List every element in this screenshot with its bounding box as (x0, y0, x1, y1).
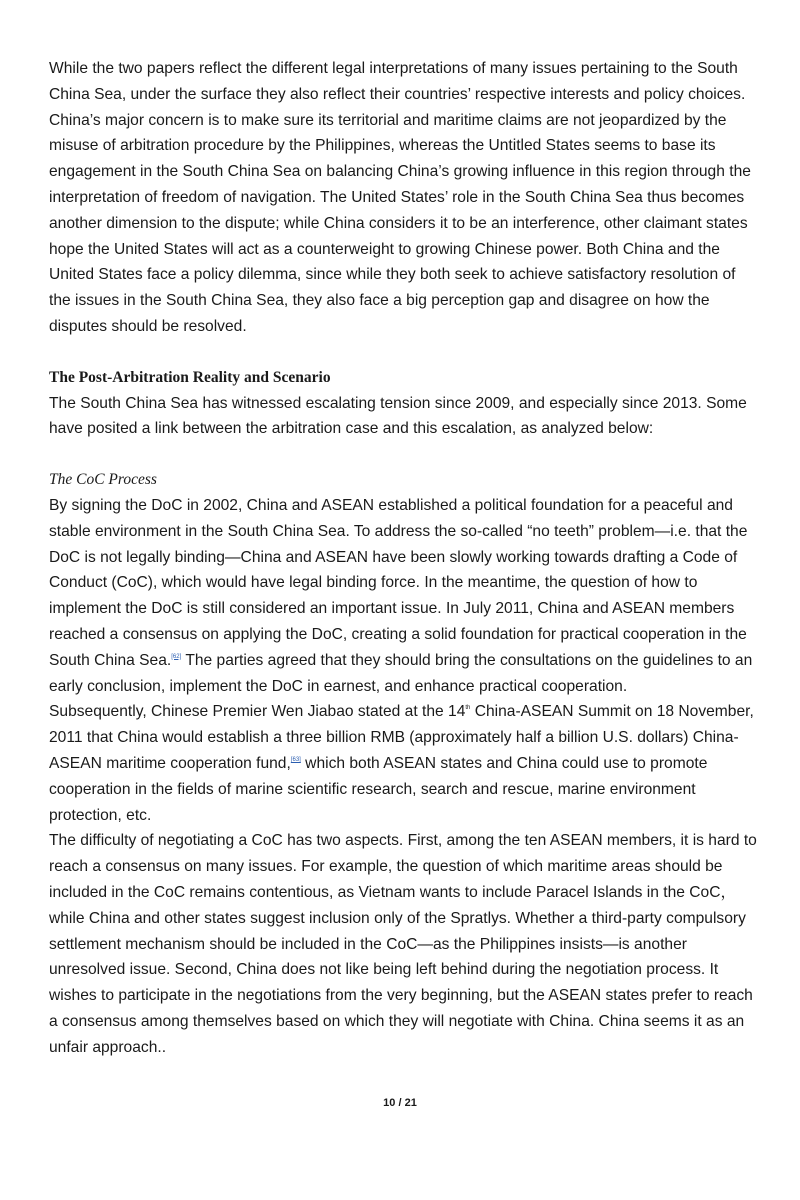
coc-paragraph-1-text-a: By signing the DoC in 2002, China and ASEAN established a political foundation for a peaceful and stable environment in the South China Sea. To address the so-called “no teeth” problem—i.e. that the DoC is not legally binding—China and ASEAN have been slowly working towards drafting a Code of Conduct (CoC), which would have legal binding force. In the meantime, the question of how to implement the DoC is still considered an important issue. In July 2011, China and ASEAN members reached a consensus on applying the DoC, creating a solid foundation for practical cooperation in the South China Sea. (49, 496, 748, 669)
subsection-heading: The CoC Process (49, 470, 157, 488)
page-content (49, 56, 761, 1060)
section-heading-wrap (49, 366, 761, 388)
coc-paragraph-2 (49, 699, 761, 828)
intro-paragraph: While the two papers reflect the different legal interpretations of many issues pertaining to the South China Sea, under the surface they also reflect their countries’ respective interests and policy choices. China’s major concern is to make sure its territorial and maritime claims are not jeopardized by the misuse of arbitration procedure by the Philippines, whereas the Untitled States seems to base its engagement in the South China Sea on balancing China’s growing influence in this region through the interpretation of freedom of navigation. The United States’ role in the South China Sea thus becomes another dimension to the dispute; while China considers it to be an interference, other claimant states hope the United States will act as a counterweight to growing Chinese power. Both China and the United States face a policy dilemma, since while they both seek to achieve satisfactory resolution of the issues in the South China Sea, they also face a big perception gap and disagree on how the disputes should be resolved. (49, 60, 751, 335)
coc-paragraph-1 (49, 493, 761, 699)
section-heading: The Post-Arbitration Reality and Scenario (49, 368, 331, 386)
footnote-link-63[interactable]: [63] (290, 756, 301, 763)
post-arbitration-paragraph: The South China Sea has witnessed escalating tension since 2009, and especially since 2013. Some have posited a link between the arbitration case and this escalation, as analyzed below: (49, 394, 747, 438)
coc-paragraph-3: The difficulty of negotiating a CoC has two aspects. First, among the ten ASEAN members, it is hard to reach a consensus on many issues. For example, the question of which maritime areas should be included in the CoC remains contentious, as Vietnam wants to include Paracel Islands in the CoC，while China and other states suggest inclusion only of the Spratlys. Whether a third-party compulsory settlement mechanism should be included in the CoC—as the Philippines insists—is another unresolved issue. Second, China does not like being left behind during the negotiation process. It wishes to participate in the negotiations from the very beginning, but the ASEAN states prefer to reach a consensus among themselves based on which they will negotiate with China. China seems it as an unfair approach.. (49, 832, 757, 1056)
ordinal-suffix: th (465, 705, 471, 712)
coc-paragraph-2-text-b: China-ASEAN Summit on 18 November, 2011 that China would establish a three billion RMB (approximately half a billion U.S. dollars) China-ASEAN maritime cooperation fund, (49, 703, 754, 772)
coc-paragraph-1-text-b: The parties agreed that they should bring the consultations on the guidelines to an early conclusion, implement the DoC in earnest, and enhance practical cooperation. (49, 651, 753, 695)
coc-paragraph-2-text-a: Subsequently, Chinese Premier Wen Jiabao stated at the 14 (49, 703, 466, 721)
footnote-link-62[interactable]: [62] (171, 653, 182, 660)
subsection-heading-wrap (49, 468, 761, 490)
coc-paragraph-2-text-c: which both ASEAN states and China could use to promote cooperation in the fields of marine scientific research, search and rescue, marine environment protection, etc. (49, 754, 708, 824)
page-number: 10 / 21 (383, 1097, 417, 1109)
